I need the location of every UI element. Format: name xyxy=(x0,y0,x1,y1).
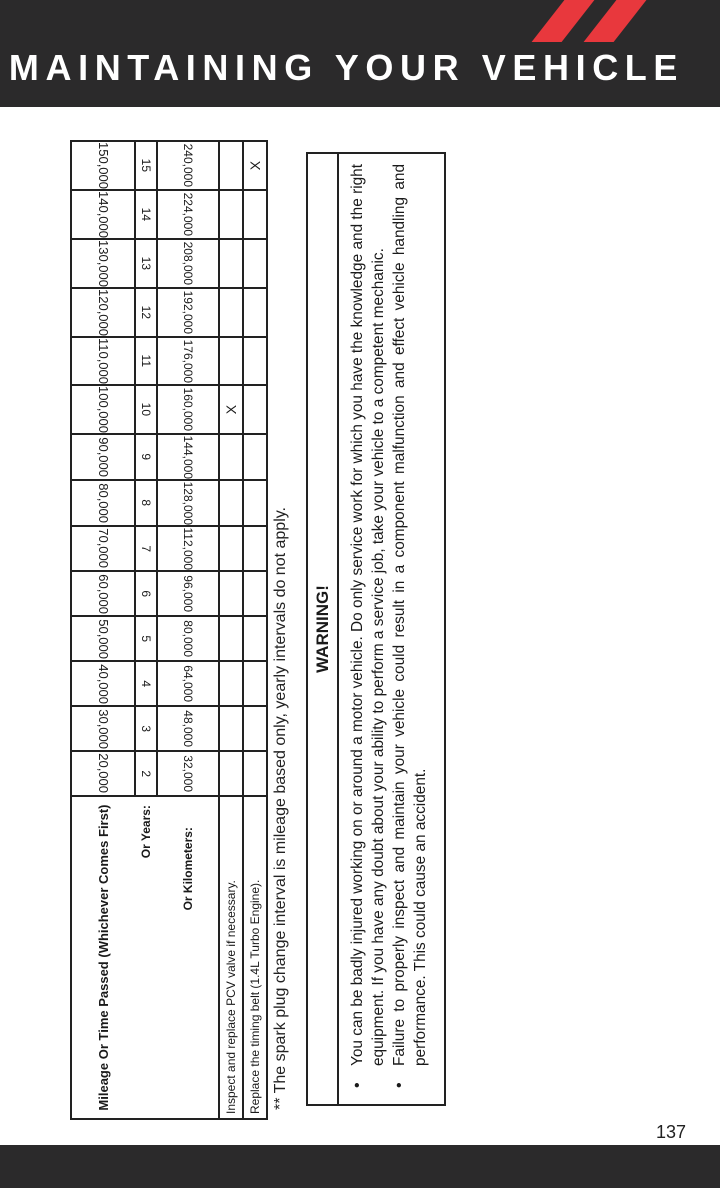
miles-cell-text: 150,000 xyxy=(95,142,111,190)
years-cell-text: 12 xyxy=(139,305,153,320)
miles-row xyxy=(71,141,135,1119)
task-mark-cell xyxy=(243,616,267,661)
km-cell xyxy=(157,526,219,572)
warning-item: • You can be badly injured working on or around a motor vehicle. Do only service work for which you have the knowledge and the right equipment. If you have any doubt about your ability to perform a service job, take your vehicle to a competent mechanic. xyxy=(347,164,389,1094)
task-mark-cell xyxy=(219,288,243,337)
footnote: ** The spark plug change interval is mileage based only, yearly intervals do not apply. xyxy=(272,506,289,1110)
years-cell-text: 10 xyxy=(139,402,153,417)
miles-cell xyxy=(71,385,135,434)
task-mark-cell xyxy=(219,239,243,288)
km-cell-text: 64,000 xyxy=(181,665,195,703)
km-cell-text: 192,000 xyxy=(181,290,195,335)
years-cell-text: 5 xyxy=(139,635,153,643)
km-cell-text: 144,000 xyxy=(181,435,195,479)
warning-title: WARNING! xyxy=(308,154,339,1104)
km-cell-text: 48,000 xyxy=(181,710,195,748)
km-cell xyxy=(157,239,219,288)
kilometers-label: Or Kilometers: xyxy=(157,796,219,1119)
years-cell xyxy=(135,288,157,337)
task-mark-cell xyxy=(243,385,267,434)
years-cell xyxy=(135,141,157,190)
miles-cell xyxy=(71,706,135,751)
km-cell-text: 224,000 xyxy=(181,192,195,237)
km-cell-text: 112,000 xyxy=(181,527,195,570)
task-mark-cell xyxy=(219,480,243,526)
years-cell xyxy=(135,385,157,434)
years-cell-text: 6 xyxy=(139,590,153,598)
years-cell-text: 13 xyxy=(139,256,153,271)
maintenance-schedule-table xyxy=(70,140,268,1120)
task-mark-cell xyxy=(243,337,267,385)
years-cell-text: 9 xyxy=(139,453,153,461)
miles-cell xyxy=(71,190,135,239)
miles-cell-text: 140,000 xyxy=(95,191,111,239)
miles-cell-text: 130,000 xyxy=(95,240,111,288)
years-cell xyxy=(135,661,157,706)
km-cell xyxy=(157,706,219,751)
rotated-content xyxy=(60,140,460,1120)
miles-cell-text: 120,000 xyxy=(95,289,111,337)
years-cell-text: 8 xyxy=(139,499,153,507)
warning-box xyxy=(306,152,446,1106)
years-row xyxy=(135,141,157,1119)
miles-cell xyxy=(71,661,135,706)
miles-cell xyxy=(71,141,135,190)
years-cell-text: 14 xyxy=(139,207,153,222)
brand-stripe xyxy=(584,0,647,42)
years-cell xyxy=(135,571,157,616)
page-number: 137 xyxy=(655,1122,686,1142)
km-cell-text: 96,000 xyxy=(181,575,195,613)
task-mark-cell xyxy=(243,571,267,616)
years-cell xyxy=(135,706,157,751)
task-mark-cell xyxy=(243,526,267,572)
miles-cell-text: 20,000 xyxy=(95,753,111,794)
warning-list xyxy=(347,154,431,1104)
years-cell-text: 15 xyxy=(139,158,153,173)
km-cell xyxy=(157,571,219,616)
task-label: Replace the timing belt (1.4L Turbo Engine). xyxy=(243,796,267,1119)
years-cell xyxy=(135,434,157,480)
miles-cell-text: 110,000 xyxy=(95,338,111,385)
years-cell-text: 2 xyxy=(139,770,153,777)
task-row-timing-belt xyxy=(243,141,267,1119)
km-cell xyxy=(157,434,219,480)
years-cell xyxy=(135,526,157,572)
years-cell xyxy=(135,190,157,239)
task-mark-cell xyxy=(243,434,267,480)
task-mark-cell xyxy=(243,190,267,239)
km-cell-text: 208,000 xyxy=(181,241,195,286)
miles-cell xyxy=(71,434,135,480)
task-mark-cell: X xyxy=(243,141,267,190)
task-mark-cell xyxy=(219,571,243,616)
task-row-pcv xyxy=(219,141,243,1119)
years-cell-text: 3 xyxy=(139,725,153,732)
task-mark-cell xyxy=(243,706,267,751)
miles-cell xyxy=(71,288,135,337)
task-mark-cell xyxy=(243,661,267,706)
km-cell xyxy=(157,661,219,706)
task-mark-cell xyxy=(219,526,243,572)
miles-cell xyxy=(71,239,135,288)
years-cell-text: 4 xyxy=(139,680,153,688)
years-cell xyxy=(135,337,157,385)
miles-cell xyxy=(71,526,135,572)
miles-cell-text: 80,000 xyxy=(95,482,111,523)
page-title: MAINTAINING YOUR VEHICLE xyxy=(8,47,684,88)
task-label: Inspect and replace PCV valve if necessary. xyxy=(219,796,243,1119)
km-cell xyxy=(157,480,219,526)
brand-stripe xyxy=(532,0,595,42)
task-mark-cell xyxy=(219,434,243,480)
years-cell xyxy=(135,239,157,288)
miles-cell-text: 60,000 xyxy=(95,573,111,614)
km-cell-text: 80,000 xyxy=(181,620,195,658)
warning-item: • Failure to properly inspect and maintain your vehicle could result in a component malfunction and effect vehicle handling and performance. This could cause an accident. xyxy=(389,164,431,1094)
years-cell xyxy=(135,616,157,661)
miles-cell xyxy=(71,337,135,385)
km-cell xyxy=(157,288,219,337)
km-cell xyxy=(157,190,219,239)
miles-cell-text: 100,000 xyxy=(95,386,111,434)
years-cell-text: 11 xyxy=(139,354,153,368)
miles-cell-text: 50,000 xyxy=(95,618,111,659)
page-header xyxy=(0,0,720,107)
km-cell-text: 176,000 xyxy=(181,339,195,383)
km-cell xyxy=(157,616,219,661)
task-mark-cell xyxy=(243,288,267,337)
task-mark-cell xyxy=(243,239,267,288)
schedule-heading: Mileage Or Time Passed (Whichever Comes First) xyxy=(71,796,135,1119)
km-cell-text: 128,000 xyxy=(181,481,195,525)
miles-cell xyxy=(71,616,135,661)
km-cell xyxy=(157,751,219,796)
miles-cell xyxy=(71,751,135,796)
years-cell xyxy=(135,751,157,796)
miles-cell-text: 70,000 xyxy=(95,528,111,569)
km-cell xyxy=(157,141,219,190)
task-mark-cell xyxy=(219,616,243,661)
task-mark-cell xyxy=(243,480,267,526)
task-mark-cell xyxy=(219,706,243,751)
years-cell xyxy=(135,480,157,526)
task-mark-cell xyxy=(219,141,243,190)
km-cell xyxy=(157,385,219,434)
km-cell-text: 160,000 xyxy=(181,387,195,432)
km-cell xyxy=(157,337,219,385)
miles-cell-text: 90,000 xyxy=(95,437,111,477)
task-mark-cell: X xyxy=(219,385,243,434)
kilometers-row xyxy=(157,141,219,1119)
km-cell-text: 240,000 xyxy=(181,143,195,188)
task-mark-cell xyxy=(219,751,243,796)
miles-cell xyxy=(71,480,135,526)
miles-cell-text: 40,000 xyxy=(95,663,111,704)
task-mark-cell xyxy=(243,751,267,796)
footer-band xyxy=(0,1145,720,1188)
km-cell-text: 32,000 xyxy=(181,755,195,792)
years-label: Or Years: xyxy=(135,796,157,1119)
task-mark-cell xyxy=(219,337,243,385)
miles-cell xyxy=(71,571,135,616)
miles-cell-text: 30,000 xyxy=(95,708,111,749)
years-cell-text: 7 xyxy=(139,545,153,552)
task-mark-cell xyxy=(219,661,243,706)
task-mark-cell xyxy=(219,190,243,239)
